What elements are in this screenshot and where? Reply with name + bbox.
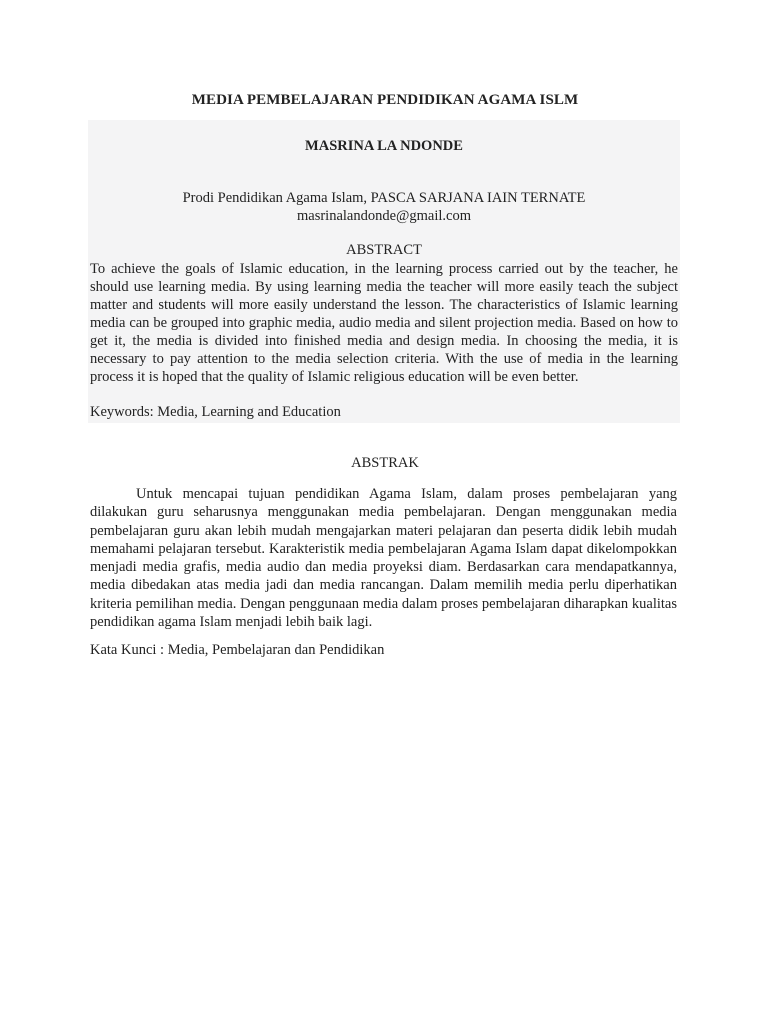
author-email: masrinalandonde@gmail.com: [296, 208, 471, 224]
affiliation: Prodi Pendidikan Agama Islam, PASCA SARJANA IAIN TERNATE: [182, 190, 586, 206]
abstract-heading: ABSTRACT: [346, 242, 422, 258]
abstrak-heading: ABSTRAK: [351, 455, 419, 471]
english-abstract-section: [88, 120, 680, 423]
abstrak-keywords: Kata Kunci : Media, Pembelajaran dan Pendidikan: [90, 642, 385, 658]
abstrak-body: Untuk mencapai tujuan pendidikan Agama Islam, dalam proses pembelajaran yang dilakukan guru seharusnya menggunakan media pembelajaran. Dengan menggunakan media pembelajaran guru akan lebih mudah mengajarkan materi pelajaran dan peserta didik lebih mudah memahami pelajaran tersebut. Karakteristik media pembelajaran Agama Islam dapat dikelompokkan menjadi media grafis, media audio dan media proyeksi diam. Berdasarkan cara mendapatkannya, media dibedakan atas media jadi dan media rancangan. Dalam memilih media perlu diperhatikan kriteria pemilihan media. Dengan penggunaan media dalam proses pembelajaran diharapkan kualitas pendidikan agama Islam menjadi lebih baik lagi.: [90, 486, 677, 631]
abstract-body: To achieve the goals of Islamic education, in the learning process carried out by the teacher, he should use learning media. By using learning media the teacher will more easily teach the subject matter and students will more easily understand the lesson. The characteristics of Islamic learning media can be grouped into graphic media, audio media and silent projection media. Based on how to get it, the media is divided into finished media and design media. In choosing the media, it is necessary to pay attention to the media selection criteria. With the use of media in the learning process it is hoped that the quality of Islamic religious education will be even better.: [90, 261, 678, 385]
author-affiliation-block: [88, 189, 680, 225]
paper-title: MEDIA PEMBELAJARAN PENDIDIKAN AGAMA ISLM: [191, 92, 579, 108]
author-name: MASRINA LA NDONDE: [305, 138, 463, 154]
abstract-keywords: Keywords: Media, Learning and Education: [90, 404, 341, 420]
